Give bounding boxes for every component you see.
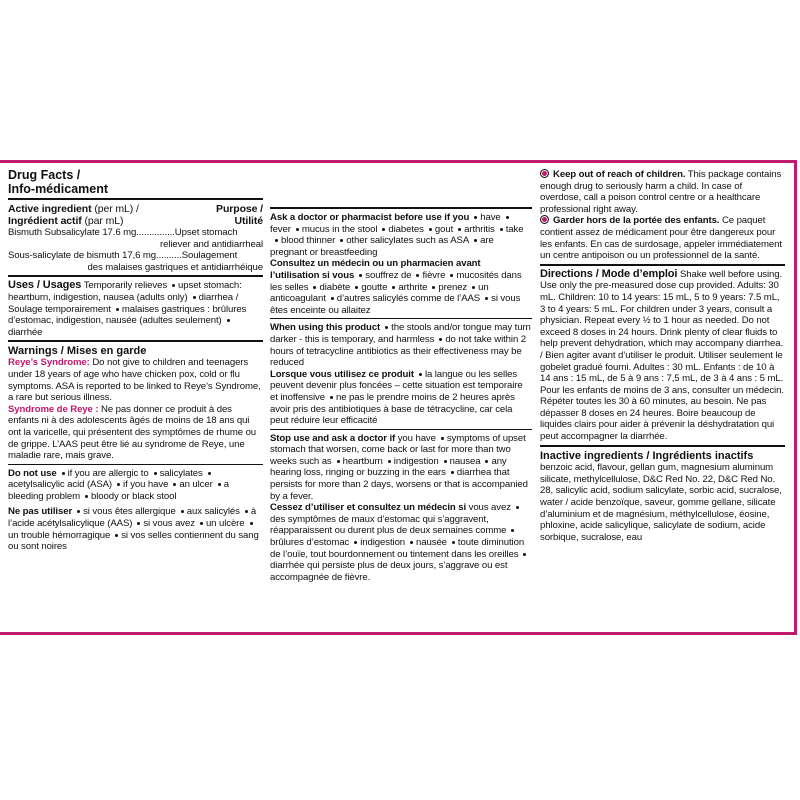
list-item: un ulcère [205,518,245,530]
list-item: aux salicylés [186,506,240,518]
list-item: indigestion [360,537,406,549]
do-not-use [8,468,263,503]
directions-heading: Directions / Mode d’emploi [540,267,678,280]
list-item: souffrez de [365,269,412,281]
title-en: Drug Facts / [8,168,81,182]
list-item: si vos selles contiennent du sang ou sont noires [8,529,259,553]
list-item: à l’acide acétylsalicylique (AAS) [8,506,257,530]
stop-use-label-tail-fr: vous avez [466,502,511,514]
when-using-label: When using this product [270,322,381,334]
list-item: a bleeding problem [8,479,229,502]
uses-item: upset stomach: heartburn, indigestion, nausea (adults only) [8,280,242,303]
keep-out-text-fr: Ce paquet contient assez de médicament pour être dangereux pour les enfants. En cas de surdosage, appeler immédiatement un centre antipoison ou un professionnel de la santé. [540,215,782,262]
list-item: mucus in the stool [301,223,378,235]
list-item: have [480,212,501,223]
list-item: brûlures d’estomac [270,537,350,549]
active-line-1b: reliever and antidiarrheal [160,238,263,250]
active-line-2: Sous-salicylate de bismuth 17,6 mg..........Soulagement [8,250,238,262]
directions-section [540,269,785,443]
list-item: toute diminution de l’ouïe, tout bourdonnement ou tintement dans les oreilles [270,537,525,560]
list-item: salicylates [159,467,203,479]
list-item: arthrite [398,281,428,293]
reye-en [8,357,263,403]
ask-doctor-label-fr: Consultez un médecin ou un pharmacien avant l’utilisation si vous [270,258,481,281]
purpose-heading [216,203,263,227]
list-item: the stools and/or tongue may turn darker - this is temporary, and harmless [270,322,531,345]
reye-en-text: Do not give to children and teenagers under 18 years of age who have chicken pox, cold or flu symptoms. ASA is reported to be linked to Reye’s Syndrome, a rare but serious illness. [8,357,261,404]
inactive-heading: Inactive ingredients / Ingrédients inactifs [540,449,754,462]
reye-fr-label: Syndrome de Reye : [8,403,99,415]
stop-use-label-fr: Cessez d’utiliser et consultez un médecin si [270,502,467,514]
keep-out-en [540,169,785,215]
list-item: fever [270,223,291,235]
divider [540,445,785,447]
list-item: mucosités dans les selles [270,269,522,293]
list-item: nausée [416,537,447,549]
keep-out-label-fr: Garder hors de la portée des enfants. [553,215,720,227]
uses-item: malaises gastriques : brûlures d’estomac, indigestion, nausée (adultes seulement) [8,303,247,327]
stop-use-en [270,433,532,503]
uses-heading: Uses / Usages [8,279,82,292]
reye-fr [8,404,263,462]
list-item: symptoms of upset stomach that worsen, come back or last for more than two weeks such as [270,432,526,467]
divider [8,275,263,277]
keep-out-text: This package contains enough drug to seriously harm a child. In case of overdose, call a poison control centre or a healthcare professional right away. [540,169,782,215]
keep-out-label: Keep out of reach of children. [553,169,686,180]
column-2 [270,205,532,583]
stop-sign-icon [540,215,549,224]
list-item: if you are allergic to [67,467,149,479]
list-item: other salicylates such as ASA [346,235,470,247]
active-unit-fr: (par mL) [81,215,124,227]
purpose-fr: Utilité [234,215,263,227]
list-item: un anticoagulant [270,281,489,305]
directions-text: Shake well before using. Use only the pre-measured dose cup provided. Adults: 30 mL. Children: 10 to 14 years: 15 mL, 5 to 9 years: 7.5 mL, 3 to 4 years: 5 mL. For children under 3 years, consult a physician. Repeat every ½ to 1 hour as needed. Do not exceed 8 doses in 24 hours. Drink plenty of clear fluids to help prevent dehydration, which may accompany diarrhea. / Bien agiter avant d’utiliser le produit. Utiliser seulement le gobelet gradué fourni. Adultes : 30 mL. Enfants : de 10 à 14 ans : 15 mL, de 5 à 9 ans : 7,5 mL, de 3 à 4 ans : 5 mL. Pour les enfants de moins de 3 ans, consulter un médecin. Répéter toutes les 30 à 60 minutes, au besoin. Ne pas dépasser 8 doses en 24 heures. Boire beaucoup de liquides clairs pour aider à prévenir la déshydratation qui peut accompagner la diarrhée. [540,268,784,443]
stop-use-label-tail: you have [395,432,436,444]
list-item: diarrhea that persists for more than 2 days, worsens or that is accompanied by a fever. [270,467,528,502]
list-item: indigestion [393,455,439,467]
when-using-en [270,322,532,368]
divider [270,318,532,319]
when-using-label-fr: Lorsque vous utilisez ce produit [270,368,414,380]
list-item: take [505,223,524,235]
list-item: goutte [361,281,388,293]
divider [270,207,532,209]
reye-en-label: Reye’s Syndrome: [8,357,90,369]
list-item: des symptômes de maux d’estomac qui s’aggravent, réapparaissent ou durent plus de deux semaines comme [270,513,507,537]
ne-pas-utiliser-label: Ne pas utiliser [8,506,73,518]
list-item: if you have [123,479,169,491]
title-fr: Info-médicament [8,181,109,196]
list-item: un trouble hémorragique [8,529,111,541]
divider [540,264,785,266]
list-item: gout [434,223,454,235]
list-item: arthritis [464,223,495,235]
list-item: heartburn [342,455,383,467]
drug-facts-panel [0,160,797,635]
list-item: an ulcer [179,479,213,491]
list-item: are pregnant or breastfeeding [270,235,494,258]
do-not-use-label: Do not use [8,467,57,479]
purpose-en: Purpose / [216,203,263,215]
list-item: any hearing loss, ringing or buzzing in the ears [270,455,507,479]
list-item: diabète [319,281,351,293]
active-unit-en: (per mL) / [91,203,139,215]
list-item: blood thinner [281,235,336,247]
list-item: do not take within 2 hours of tetracycline antibiotics as their effectiveness may be reduced [270,333,526,369]
uses-section [8,280,263,338]
active-heading-fr: Ingrédient actif [8,215,82,227]
stop-sign-icon [540,169,549,178]
active-heading [8,203,139,227]
list-item: bloody or black stool [91,490,177,502]
divider [8,340,263,342]
divider [8,464,263,465]
ne-pas-utiliser [8,506,263,552]
column-1 [8,169,263,553]
list-item: diabetes [388,223,424,235]
list-item: fièvre [422,269,446,281]
active-heading-en: Active ingredient [8,203,92,215]
reye-fr-text: Ne pas donner ce produit à des enfants ni à des adolescents âgés de moins de 18 ans qui ont la varicelle, qui présentent des symptômes de rhume ou de grippe. L’AAS peut être lié au syndrome de Reye, une maladie rare, mais grave. [8,403,257,462]
list-item: diarrhée qui persiste plus de deux jours, s’aggrave ou est accompagnée de fièvre. [270,560,508,583]
uses-item: diarrhée [8,326,43,338]
list-item: acetylsalicylic acid (ASA) [8,479,113,491]
divider [8,198,263,200]
list-item: si vous avez [143,518,195,530]
active-line-1: Bismuth Subsalicylate 17.6 mg...............Upset stomach [8,227,238,238]
stop-use-label: Stop use and ask a doctor if [270,432,396,444]
uses-text: Temporarily relieves [83,280,168,292]
ask-doctor-label: Ask a doctor or pharmacist before use if you [270,212,470,223]
when-using-fr [270,369,532,427]
ask-doctor-fr [270,258,532,316]
active-line-2b: des malaises gastriques et antidiarrhéique [87,261,263,273]
list-item: d’autres salicylés comme de l’AAS [336,293,481,305]
divider [270,429,532,430]
list-item: si vous êtes allergique [83,506,176,518]
list-item: la langue ou les selles peuvent devenir plus foncées – cette situation est temporaire et inoffensive [270,368,523,403]
inactive-text: benzoic acid, flavour, gellan gum, magnesium aluminum silicate, methylcellulose, D&C Red No. 22, D&C Red No. 28, salicylic acid, sodium salicylate, sorbic acid, sucralose, water / acide benzoïque, saveur, gomme gellane, silicate d’aluminium et de magnésium, méthylcellulose, éosine, phloxine, acide salicylique, salicylate de sodium, acide sorbique, sucralose, eau [540,462,782,543]
ask-doctor-en [270,212,532,258]
column-3 [540,169,785,543]
keep-out-fr [540,215,785,261]
warnings-heading: Warnings / Mises en garde [8,345,147,358]
uses-item: diarrhea / Soulage temporairement [8,291,239,315]
list-item: nausea [449,455,481,467]
list-item: prenez [438,281,468,293]
list-item: ne pas le prendre moins de 2 heures après avoir pris des antibiotiques à base de tétracycline, car cela peut réduire leur efficacité [270,391,515,427]
stop-use-fr [270,502,532,583]
list-item: si vous êtes enceinte ou allaitez [270,293,521,316]
active-heading-row [8,203,263,227]
